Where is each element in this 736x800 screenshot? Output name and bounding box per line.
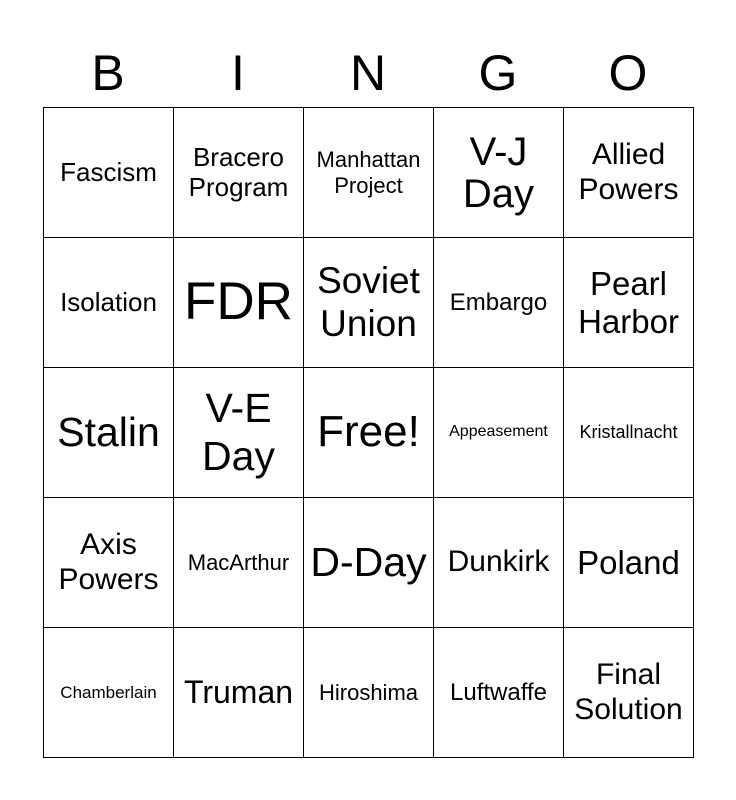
bingo-cell[interactable]	[434, 368, 564, 498]
free-space[interactable]	[304, 368, 434, 498]
cell-label: Kristallnacht	[579, 422, 678, 443]
cell-label: Allied Powers	[578, 138, 679, 206]
bingo-cell[interactable]	[304, 498, 434, 628]
cell-label: V-E Day	[202, 385, 275, 479]
cell-label: Free!	[317, 407, 420, 457]
bingo-board	[43, 107, 694, 758]
bingo-cell[interactable]	[304, 108, 434, 238]
bingo-cell[interactable]	[564, 108, 694, 238]
cell-label: Final Solution	[574, 658, 683, 726]
bingo-cell[interactable]	[564, 238, 694, 368]
cell-label: V-J Day	[462, 129, 535, 216]
bingo-cell[interactable]	[434, 108, 564, 238]
cell-label: Manhattan Project	[316, 147, 421, 198]
cell-label: Bracero Program	[188, 141, 289, 202]
cell-label: MacArthur	[187, 549, 290, 575]
bingo-cell[interactable]	[174, 368, 304, 498]
cell-label: Chamberlain	[60, 682, 157, 702]
cell-label: Luftwaffe	[450, 678, 547, 706]
bingo-cell[interactable]	[304, 238, 434, 368]
cell-label: Poland	[577, 543, 680, 581]
bingo-cell[interactable]	[44, 238, 174, 368]
cell-label: Stalin	[57, 408, 160, 455]
bingo-cell[interactable]	[44, 368, 174, 498]
bingo-cell[interactable]	[564, 498, 694, 628]
header-letter-n: N	[349, 45, 387, 101]
cell-label: Appeasement	[449, 423, 548, 441]
bingo-cell[interactable]	[44, 628, 174, 758]
cell-label: Soviet Union	[317, 259, 420, 344]
bingo-cell[interactable]	[174, 108, 304, 238]
bingo-cell[interactable]	[44, 498, 174, 628]
cell-label: Embargo	[449, 288, 548, 316]
bingo-header	[43, 42, 693, 104]
cell-label: D-Day	[310, 538, 427, 585]
header-letter-g: G	[478, 45, 518, 101]
bingo-cell[interactable]	[304, 628, 434, 758]
bingo-cell[interactable]	[174, 238, 304, 368]
header-letter-b: B	[91, 45, 125, 101]
bingo-cell[interactable]	[564, 628, 694, 758]
cell-label: Fascism	[60, 156, 157, 187]
bingo-cell[interactable]	[434, 498, 564, 628]
bingo-cell[interactable]	[564, 368, 694, 498]
cell-label: Hiroshima	[318, 679, 419, 705]
cell-label: Dunkirk	[447, 545, 550, 579]
bingo-cell[interactable]	[174, 628, 304, 758]
bingo-cell[interactable]	[174, 498, 304, 628]
cell-label: Axis Powers	[58, 528, 159, 596]
bingo-cell[interactable]	[434, 628, 564, 758]
cell-label: Truman	[183, 674, 294, 711]
bingo-cell[interactable]	[44, 108, 174, 238]
header-letter-i: I	[231, 45, 245, 101]
cell-label: Isolation	[60, 286, 157, 317]
cell-label: Pearl Harbor	[578, 264, 679, 340]
bingo-cell[interactable]	[434, 238, 564, 368]
cell-label: FDR	[184, 272, 293, 332]
header-letter-o: O	[608, 45, 648, 101]
